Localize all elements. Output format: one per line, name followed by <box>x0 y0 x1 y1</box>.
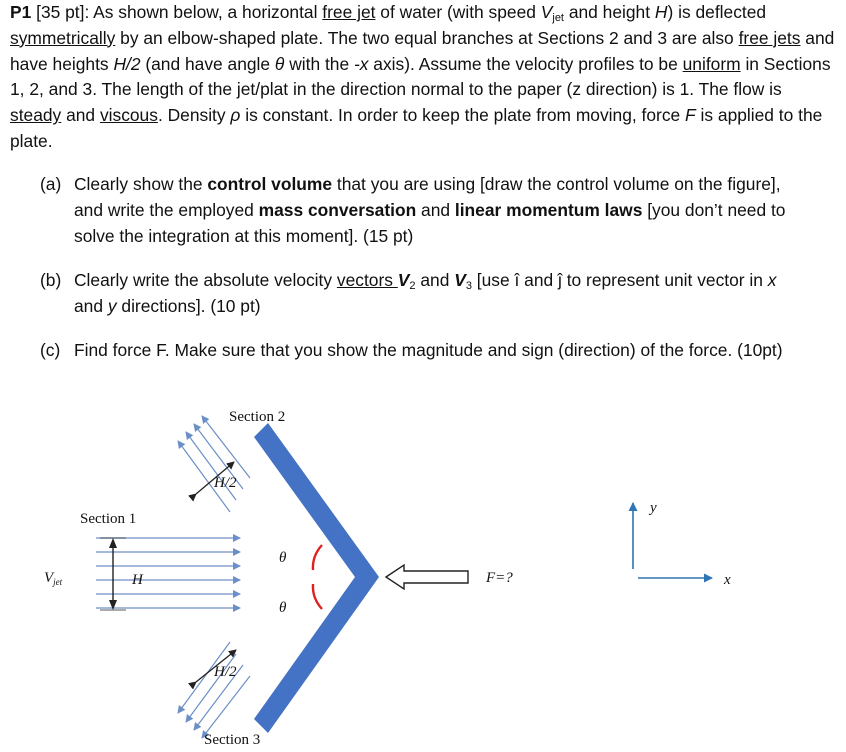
y-axis-label: y <box>650 500 657 516</box>
x-axis-label: x <box>724 572 731 588</box>
v-jet-label: $V_{jet}$ <box>44 570 63 587</box>
theta-arc-top <box>313 545 322 570</box>
theta-top-label: θ <box>279 550 287 566</box>
upper-jet-streamlines <box>178 416 250 512</box>
uniform-term: uniform <box>682 53 741 74</box>
h2-bottom-label: H/2 <box>214 664 237 680</box>
problem-tag: P1 <box>10 2 32 22</box>
free-jet-term: free jet <box>322 2 376 22</box>
h-dimension-arrow-up <box>109 538 117 548</box>
steady-term: steady <box>10 105 62 126</box>
part-b-label: (b) <box>40 270 62 290</box>
h-label: H <box>132 572 143 588</box>
problem-intro: P1 [35 pt]: As shown below, a horizontal free jet of water (with speed $V_{jet}$ and height H) is deflected symmetrically by an elbow-shaped plate. The two equal branches at Sections 2 and 3 are also free jets and have heights H/2 (and have angle θ with the -x axis). Assume the velocity profiles to be uniform in Sections 1, 2, and 3. The length of the jet/plat in the direction normal to the paper (z direction) is 1. The flow is steady and viscous. Density ρ is constant. In order to keep the plate from moving, force F is applied to the plate. <box>10 2 835 151</box>
part-c-text: Find force F. Make sure that you show the magnitude and sign (direction) of the force. (10pt) <box>74 340 783 360</box>
part-c-label: (c) <box>40 340 61 360</box>
section-1-label: Section 1 <box>80 511 137 527</box>
section-2-label: Section 2 <box>229 409 286 425</box>
free-jets-term: free jets <box>738 27 801 48</box>
h2-top-label: H/2 <box>214 475 237 491</box>
force-arrow <box>386 565 468 589</box>
section-3-label: Section 3 <box>204 732 261 748</box>
part-a-text: Clearly show the control volume that you are using [draw the control volume on the figure], and write the employed mass conversation and linear momentum laws [you don’t need to solve the integration at this moment]. (15 pt) <box>74 174 786 246</box>
viscous-term: viscous <box>99 105 158 126</box>
part-b-text: Clearly write the absolute velocity vectors $V_2$ and $V_3$ [use î and ĵ to represent unit vector in x and y directions]. (10 pt) <box>74 270 777 316</box>
part-a-label: (a) <box>40 174 62 194</box>
theta-arc-bottom <box>313 584 322 609</box>
force-label: F=? <box>486 570 513 586</box>
theta-bottom-label: θ <box>279 600 287 616</box>
symmetrically-term: symmetrically <box>10 27 116 48</box>
elbow-plate <box>254 423 379 733</box>
lower-jet-streamlines <box>178 642 250 738</box>
incoming-jet-streamlines <box>96 538 240 608</box>
